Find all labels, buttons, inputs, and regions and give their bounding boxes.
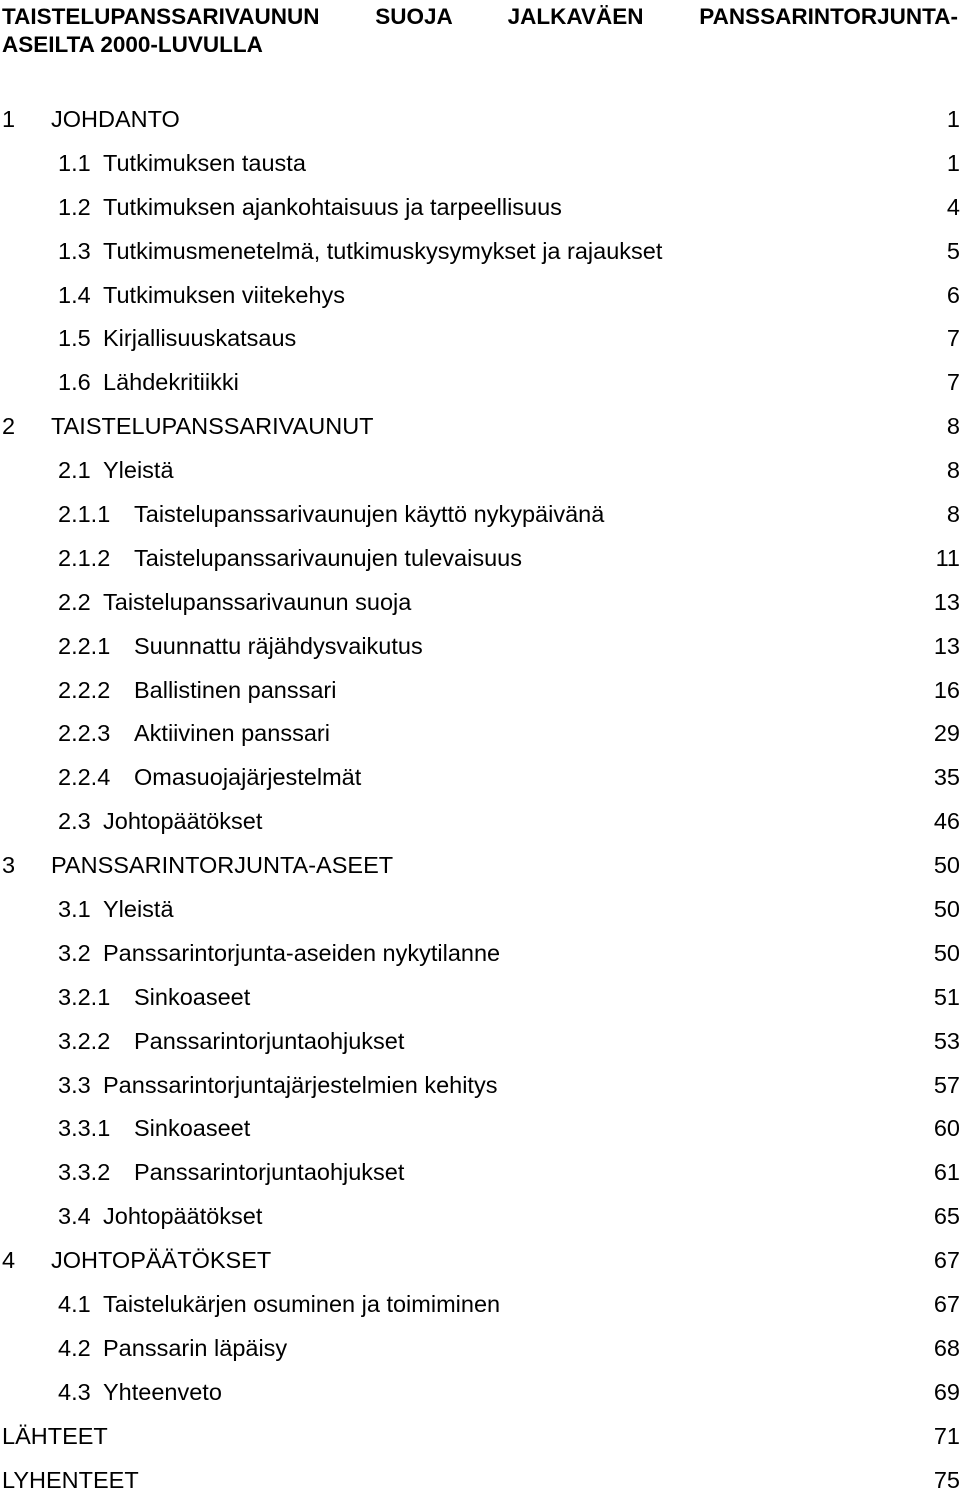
toc-entry-page: 13 — [933, 632, 960, 659]
toc-entry-page: 57 — [933, 1071, 960, 1098]
toc-entry-references[interactable] — [0, 1415, 960, 1459]
toc-entry-number: 3.3 — [58, 1071, 91, 1098]
toc-entry-number: 2.2.2 — [58, 676, 111, 703]
toc-entry-label: Taistelukärjen osuminen ja toimiminen — [103, 1291, 501, 1318]
toc-entry-number: 2.1.1 — [58, 501, 111, 528]
toc-entry-page: 69 — [933, 1378, 960, 1405]
toc-entry-page: 51 — [933, 983, 960, 1010]
toc-entry-page: 50 — [933, 852, 960, 879]
toc-entry-label: Yhteenveto — [103, 1378, 222, 1405]
toc-entry-label: Panssarintorjuntaohjukset — [134, 1159, 405, 1186]
toc-entry-label: Taistelupanssarivaunujen tulevaisuus — [134, 544, 522, 571]
toc-entry[interactable] — [0, 1020, 960, 1064]
toc-entry[interactable] — [0, 625, 960, 669]
toc-entry[interactable] — [0, 493, 960, 537]
toc-entry-label: LÄHTEET — [2, 1422, 108, 1449]
toc-entry-page: 7 — [946, 325, 960, 352]
toc-entry-number: 1.4 — [58, 281, 91, 308]
toc-entry-number: 1.6 — [58, 369, 91, 396]
toc-entry-label: TAISTELUPANSSARIVAUNUT — [51, 413, 374, 440]
toc-entry-label: Lähdekritiikki — [103, 369, 239, 396]
toc-entry-label: Omasuojajärjestelmät — [134, 764, 362, 791]
toc-entry-number: 1.5 — [58, 325, 91, 352]
toc-entry-label: JOHDANTO — [51, 106, 180, 132]
toc-entry-number: 3 — [2, 852, 16, 879]
toc-entry[interactable] — [0, 1064, 960, 1108]
toc-entry-page: 67 — [933, 1291, 960, 1318]
toc-entry[interactable] — [0, 800, 960, 844]
toc-entry-number: 3.2.2 — [58, 1027, 111, 1054]
toc-entry-label: Suunnattu räjähdysvaikutus — [134, 632, 423, 659]
toc-entry-label: Tutkimusmenetelmä, tutkimuskysymykset ja rajaukset — [103, 237, 663, 264]
toc-entry-page: 8 — [946, 457, 960, 484]
toc-entry[interactable] — [0, 1151, 960, 1195]
toc-entry[interactable] — [0, 756, 960, 800]
toc-entry-number: 3.3.2 — [58, 1159, 111, 1186]
toc-entry-page: 11 — [935, 544, 960, 571]
toc-entry[interactable] — [0, 1107, 960, 1151]
toc-entry-label: Johtopäätökset — [103, 808, 263, 835]
toc-entry-page: 8 — [946, 501, 960, 528]
toc-entry-number: 2.1.2 — [58, 544, 111, 571]
toc-entry-label: Aktiivinen panssari — [134, 720, 330, 747]
toc-entry[interactable] — [0, 1239, 960, 1283]
toc-entry-page: 1 — [946, 149, 960, 176]
toc-entry-label: Panssarintorjuntaohjukset — [134, 1027, 405, 1054]
toc-entry[interactable] — [0, 712, 960, 756]
toc-entry[interactable] — [0, 98, 960, 142]
toc-entry-number: 2.2 — [58, 588, 91, 615]
toc-entry-label: LYHENTEET — [2, 1466, 139, 1493]
toc-entry[interactable] — [0, 361, 960, 405]
toc-entry-page: 60 — [933, 1115, 960, 1142]
toc-entry-label: Tutkimuksen viitekehys — [103, 281, 346, 308]
document-title-line-1: TAISTELUPANSSARIVAUNUN SUOJA JALKAVÄEN PANSSARINTORJUNTA- — [2, 4, 958, 29]
toc-entry[interactable] — [0, 844, 960, 888]
toc-entry-number: 2.2.3 — [58, 720, 111, 747]
toc-entry-page: 16 — [933, 676, 960, 703]
toc-entry[interactable] — [0, 1195, 960, 1239]
toc-entry-number: 2 — [2, 413, 16, 440]
toc-entry-page: 75 — [933, 1466, 960, 1493]
toc-entry[interactable] — [0, 317, 960, 361]
toc-entry-number: 3.4 — [58, 1203, 91, 1230]
toc-entry-number: 1 — [2, 106, 16, 132]
toc-entry-number: 4.2 — [58, 1334, 91, 1361]
toc-entry[interactable] — [0, 1283, 960, 1327]
toc-entry-page: 50 — [933, 896, 960, 923]
toc-entry-page: 1 — [946, 106, 960, 132]
toc-entry-label: JOHTOPÄÄTÖKSET — [51, 1247, 272, 1274]
toc-entry-number: 3.3.1 — [58, 1115, 111, 1142]
toc-entry-number: 3.2.1 — [58, 983, 111, 1010]
toc-entry-label: Panssarin läpäisy — [103, 1334, 288, 1361]
toc-entry-number: 2.2.4 — [58, 764, 111, 791]
toc-entry-label: Taistelupanssarivaunun suoja — [103, 588, 412, 615]
toc-entry-number: 3.2 — [58, 939, 91, 966]
toc-entry-label: Tutkimuksen ajankohtaisuus ja tarpeellisuus — [103, 193, 562, 220]
toc-entry-label: Panssarintorjunta-aseiden nykytilanne — [103, 939, 501, 966]
toc-entry-label: Sinkoaseet — [134, 1115, 251, 1142]
toc-entry-page: 46 — [933, 808, 960, 835]
toc-entry[interactable] — [0, 581, 960, 625]
toc-entry-number: 2.3 — [58, 808, 91, 835]
toc-entry-page: 35 — [933, 764, 960, 791]
toc-entry-number: 1.3 — [58, 237, 91, 264]
toc-entry[interactable] — [0, 274, 960, 318]
toc-entry[interactable] — [0, 537, 960, 581]
toc-entry-page: 8 — [946, 413, 960, 440]
toc-entry[interactable] — [0, 230, 960, 274]
toc-entry-page: 67 — [933, 1247, 960, 1274]
toc-entry-page: 68 — [933, 1334, 960, 1361]
toc-entry-number: 4 — [2, 1247, 16, 1274]
toc-entry-page: 6 — [946, 281, 960, 308]
toc-entry-number: 1.2 — [58, 193, 91, 220]
document-title-line-2: ASEILTA 2000-LUVULLA — [2, 32, 263, 57]
toc-entry-page: 53 — [933, 1027, 960, 1054]
toc-entry-page: 4 — [946, 193, 960, 220]
toc-entry[interactable] — [0, 888, 960, 932]
toc-entry-number: 1.1 — [58, 149, 91, 176]
toc-entry-page: 71 — [933, 1422, 960, 1449]
table-of-contents — [0, 98, 960, 1503]
toc-entry-page: 61 — [933, 1159, 960, 1186]
toc-entry[interactable] — [0, 932, 960, 976]
toc-entry[interactable] — [0, 142, 960, 186]
toc-entry-page: 65 — [933, 1203, 960, 1230]
document-title — [2, 3, 958, 59]
toc-entry-abbreviations[interactable] — [0, 1459, 960, 1503]
toc-entry[interactable] — [0, 405, 960, 449]
toc-entry-label: PANSSARINTORJUNTA-ASEET — [51, 852, 394, 879]
toc-entry-page: 29 — [933, 720, 960, 747]
toc-entry-number: 4.1 — [58, 1291, 91, 1318]
toc-entry-label: Yleistä — [103, 896, 174, 923]
toc-entry-page: 50 — [933, 939, 960, 966]
toc-entry-label: Taistelupanssarivaunujen käyttö nykypäivänä — [134, 501, 605, 528]
toc-entry-label: Johtopäätökset — [103, 1203, 263, 1230]
toc-entry[interactable] — [0, 976, 960, 1020]
toc-entry-label: Ballistinen panssari — [134, 676, 337, 703]
toc-entry[interactable] — [0, 1371, 960, 1415]
toc-entry-label: Panssarintorjuntajärjestelmien kehitys — [103, 1071, 498, 1098]
toc-entry-page: 7 — [946, 369, 960, 396]
toc-entry-page: 5 — [946, 237, 960, 264]
toc-entry-number: 2.2.1 — [58, 632, 111, 659]
toc-entry-label: Yleistä — [103, 457, 174, 484]
toc-entry-page: 13 — [933, 588, 960, 615]
toc-entry-number: 3.1 — [58, 896, 91, 923]
toc-entry-label: Sinkoaseet — [134, 983, 251, 1010]
toc-entry-label: Kirjallisuuskatsaus — [103, 325, 297, 352]
toc-entry[interactable] — [0, 186, 960, 230]
toc-entry-number: 2.1 — [58, 457, 91, 484]
toc-entry[interactable] — [0, 449, 960, 493]
toc-entry[interactable] — [0, 1327, 960, 1371]
toc-entry-label: Tutkimuksen tausta — [103, 149, 306, 176]
toc-entry[interactable] — [0, 669, 960, 713]
toc-entry-number: 4.3 — [58, 1378, 91, 1405]
